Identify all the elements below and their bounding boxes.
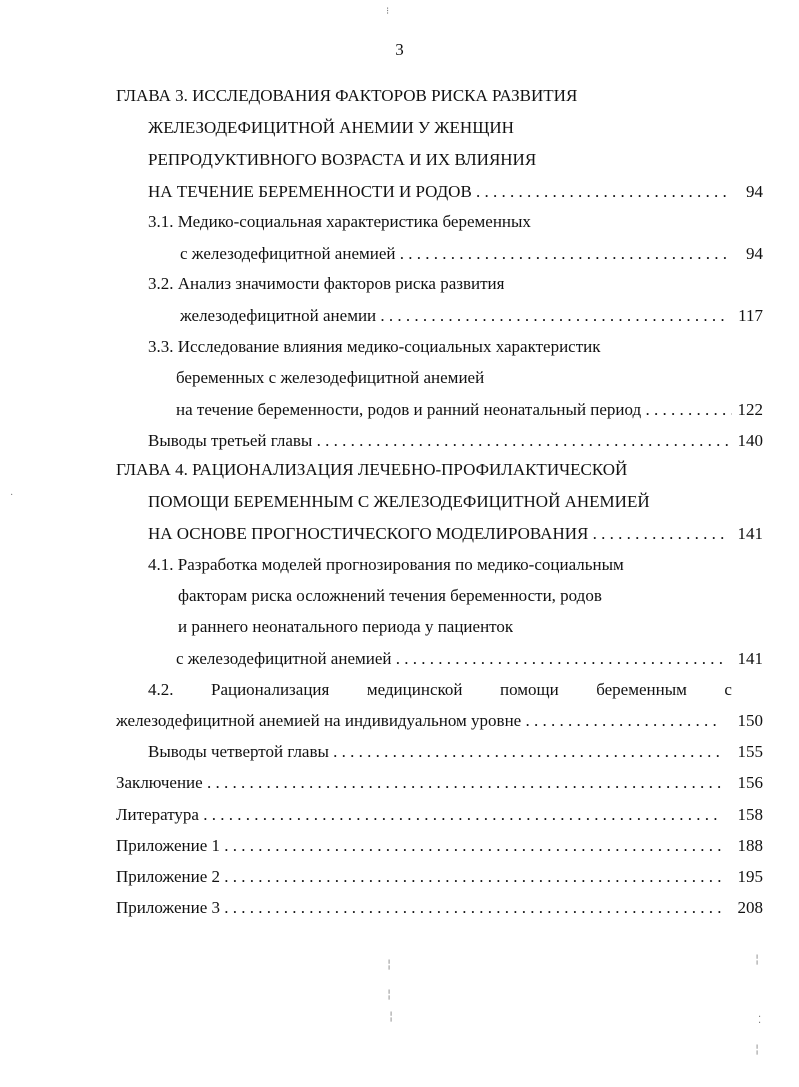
chapter-3-title-line-3: РЕПРОДУКТИВНОГО ВОЗРАСТА И ИХ ВЛИЯНИЯ xyxy=(148,150,537,169)
entry-text: на течение беременности, родов и ранний неонатальный период . . . xyxy=(176,399,732,421)
entry-page: 94 xyxy=(746,182,763,201)
page-number: 3 xyxy=(395,40,404,59)
chapter-4-title-line-1: ГЛАВА 4. РАЦИОНАЛИЗАЦИЯ ЛЕЧЕБНО-ПРОФИЛАКТИЧЕСКОЙ xyxy=(116,460,628,479)
toc-entry-chapter-4[interactable] xyxy=(0,523,799,545)
word: помощи xyxy=(499,680,559,699)
entry-page: 188 xyxy=(737,836,763,855)
entry-page: 150 xyxy=(737,711,763,730)
toc-entry-literature[interactable] xyxy=(0,804,799,826)
entry-text: железодефицитной анемии . . . xyxy=(180,305,728,327)
entry-page: 122 xyxy=(737,400,763,419)
scan-speck: ⁚ xyxy=(758,1015,762,1026)
entry-page: 141 xyxy=(737,524,763,543)
entry-text: Приложение 1 . . . xyxy=(116,835,722,857)
section-3-1-line-1: 3.1. Медико-социальная характеристика беременных xyxy=(148,212,531,231)
chapter-3-title-line-2: ЖЕЛЕЗОДЕФИЦИТНОЙ АНЕМИИ У ЖЕНЩИН xyxy=(148,118,514,137)
toc-entry-section-3-1[interactable] xyxy=(0,243,799,265)
entry-text: Приложение 2 . . . xyxy=(116,866,722,888)
entry-text: с железодефицитной анемией . . . xyxy=(180,243,728,265)
entry-page: 156 xyxy=(737,773,763,792)
section-4-1-line-1: 4.1. Разработка моделей прогнозирования по медико-социальным xyxy=(148,555,624,574)
scan-speck: ╎ xyxy=(386,990,393,1001)
chapter-4-title-line-2: ПОМОЩИ БЕРЕМЕННЫМ С ЖЕЛЕЗОДЕФИЦИТНОЙ АНЕМИЕЙ xyxy=(148,492,650,511)
scan-speck: ╎ xyxy=(386,960,393,971)
entry-text: с железодефицитной анемией . . . xyxy=(176,648,728,670)
entry-page: 195 xyxy=(737,867,763,886)
scan-speck: ╎ xyxy=(754,955,761,966)
scan-speck: · xyxy=(10,490,14,501)
entry-text: железодефицитной анемией на индивидуальном уровне . . . xyxy=(116,710,722,732)
entry-text: Литература . . . xyxy=(116,804,722,826)
toc-entry-section-4-1[interactable] xyxy=(0,648,799,670)
section-3-3-line-1: 3.3. Исследование влияния медико-социальных характеристик xyxy=(148,337,601,356)
toc-entry-chapter-3[interactable] xyxy=(0,181,799,203)
word: с xyxy=(724,680,732,699)
section-4-1-line-2: факторам риска осложнений течения беременности, родов xyxy=(178,586,602,605)
word: 4.2. xyxy=(148,680,174,699)
toc-entry-section-4-2[interactable] xyxy=(0,710,799,732)
entry-page: 141 xyxy=(737,649,763,668)
toc-entry-conclusions-3[interactable] xyxy=(0,430,799,452)
entry-page: 158 xyxy=(737,805,763,824)
entry-page: 140 xyxy=(737,431,763,450)
entry-page: 94 xyxy=(746,244,763,263)
section-4-1-line-3: и раннего неонатального периода у пациенток xyxy=(178,617,514,636)
scan-speck: ⁝ xyxy=(386,6,390,17)
entry-page: 117 xyxy=(738,306,763,325)
scan-speck: ╎ xyxy=(388,1012,395,1023)
section-4-2-line-1 xyxy=(148,679,732,701)
toc-entry-section-3-2[interactable] xyxy=(0,305,799,327)
entry-page: 155 xyxy=(737,742,763,761)
entry-text: НА ОСНОВЕ ПРОГНОСТИЧЕСКОГО МОДЕЛИРОВАНИЯ . . . xyxy=(148,523,728,545)
toc-entry-conclusions-4[interactable] xyxy=(0,741,799,763)
toc-entry-appendix-2[interactable] xyxy=(0,866,799,888)
toc-entry-section-3-3[interactable] xyxy=(0,399,799,421)
entry-text: Заключение . . . xyxy=(116,772,722,794)
toc-entry-appendix-3[interactable] xyxy=(0,897,799,919)
toc-entry-appendix-1[interactable] xyxy=(0,835,799,857)
entry-text: Выводы четвертой главы . . . xyxy=(148,741,722,763)
word: Рационализация xyxy=(210,680,330,699)
word: медицинской xyxy=(366,680,463,699)
scan-speck: ╎ xyxy=(754,1045,761,1056)
entry-page: 208 xyxy=(737,898,763,917)
toc-entry-conclusion[interactable] xyxy=(0,772,799,794)
word: беременным xyxy=(596,680,687,699)
entry-text: НА ТЕЧЕНИЕ БЕРЕМЕННОСТИ И РОДОВ . . . xyxy=(148,181,728,203)
chapter-3-title-line-1: ГЛАВА 3. ИССЛЕДОВАНИЯ ФАКТОРОВ РИСКА РАЗВИТИЯ xyxy=(116,86,578,105)
entry-text: Приложение 3 . . . xyxy=(116,897,722,919)
section-3-2-line-1: 3.2. Анализ значимости факторов риска развития xyxy=(148,274,505,293)
section-3-3-line-2: беременных с железодефицитной анемией xyxy=(176,368,485,387)
entry-text: Выводы третьей главы . . . xyxy=(148,430,728,452)
